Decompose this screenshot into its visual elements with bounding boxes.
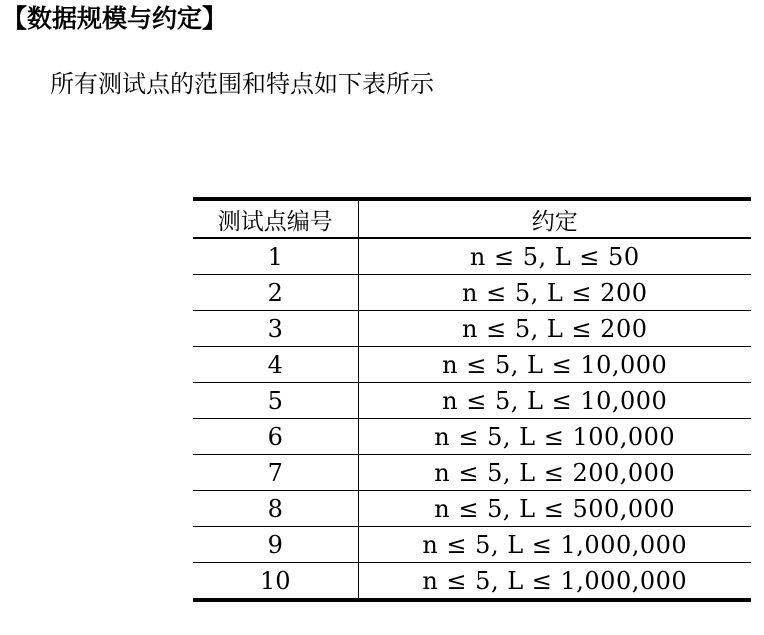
table-row [193,383,751,419]
test-id-cell: 2 [193,275,358,311]
table-row [193,455,751,491]
test-id-cell: 9 [193,527,358,563]
test-id-cell: 3 [193,311,358,347]
constraint-cell: n ≤ 5, L ≤ 200 [358,275,751,311]
test-id-cell: 6 [193,419,358,455]
table-row [193,238,751,275]
test-id-cell: 4 [193,347,358,383]
table-row [193,419,751,455]
test-id-cell: 5 [193,383,358,419]
constraint-cell: n ≤ 5, L ≤ 500,000 [358,491,751,527]
test-id-cell: 1 [193,238,358,275]
constraint-cell: n ≤ 5, L ≤ 200 [358,311,751,347]
table-row [193,311,751,347]
constraint-cell: n ≤ 5, L ≤ 10,000 [358,383,751,419]
constraints-table [193,197,751,602]
constraint-cell: n ≤ 5, L ≤ 200,000 [358,455,751,491]
table-row [193,563,751,601]
section-title: 【数据规模与约定】 [2,4,228,33]
header-test-id: 测试点编号 [193,199,358,238]
constraint-cell: n ≤ 5, L ≤ 10,000 [358,347,751,383]
test-id-cell: 8 [193,491,358,527]
test-id-cell: 10 [193,563,358,601]
table-row [193,275,751,311]
table-row [193,347,751,383]
constraint-cell: n ≤ 5, L ≤ 1,000,000 [358,527,751,563]
constraint-cell: n ≤ 5, L ≤ 50 [358,238,751,275]
constraint-cell: n ≤ 5, L ≤ 100,000 [358,419,751,455]
table-row [193,527,751,563]
table-row [193,491,751,527]
table-header-row [193,199,751,238]
constraint-cell: n ≤ 5, L ≤ 1,000,000 [422,566,688,595]
intro-text: 所有测试点的范围和特点如下表所示 [50,70,434,98]
test-id-cell: 7 [193,455,358,491]
header-constraint: 约定 [358,199,751,238]
